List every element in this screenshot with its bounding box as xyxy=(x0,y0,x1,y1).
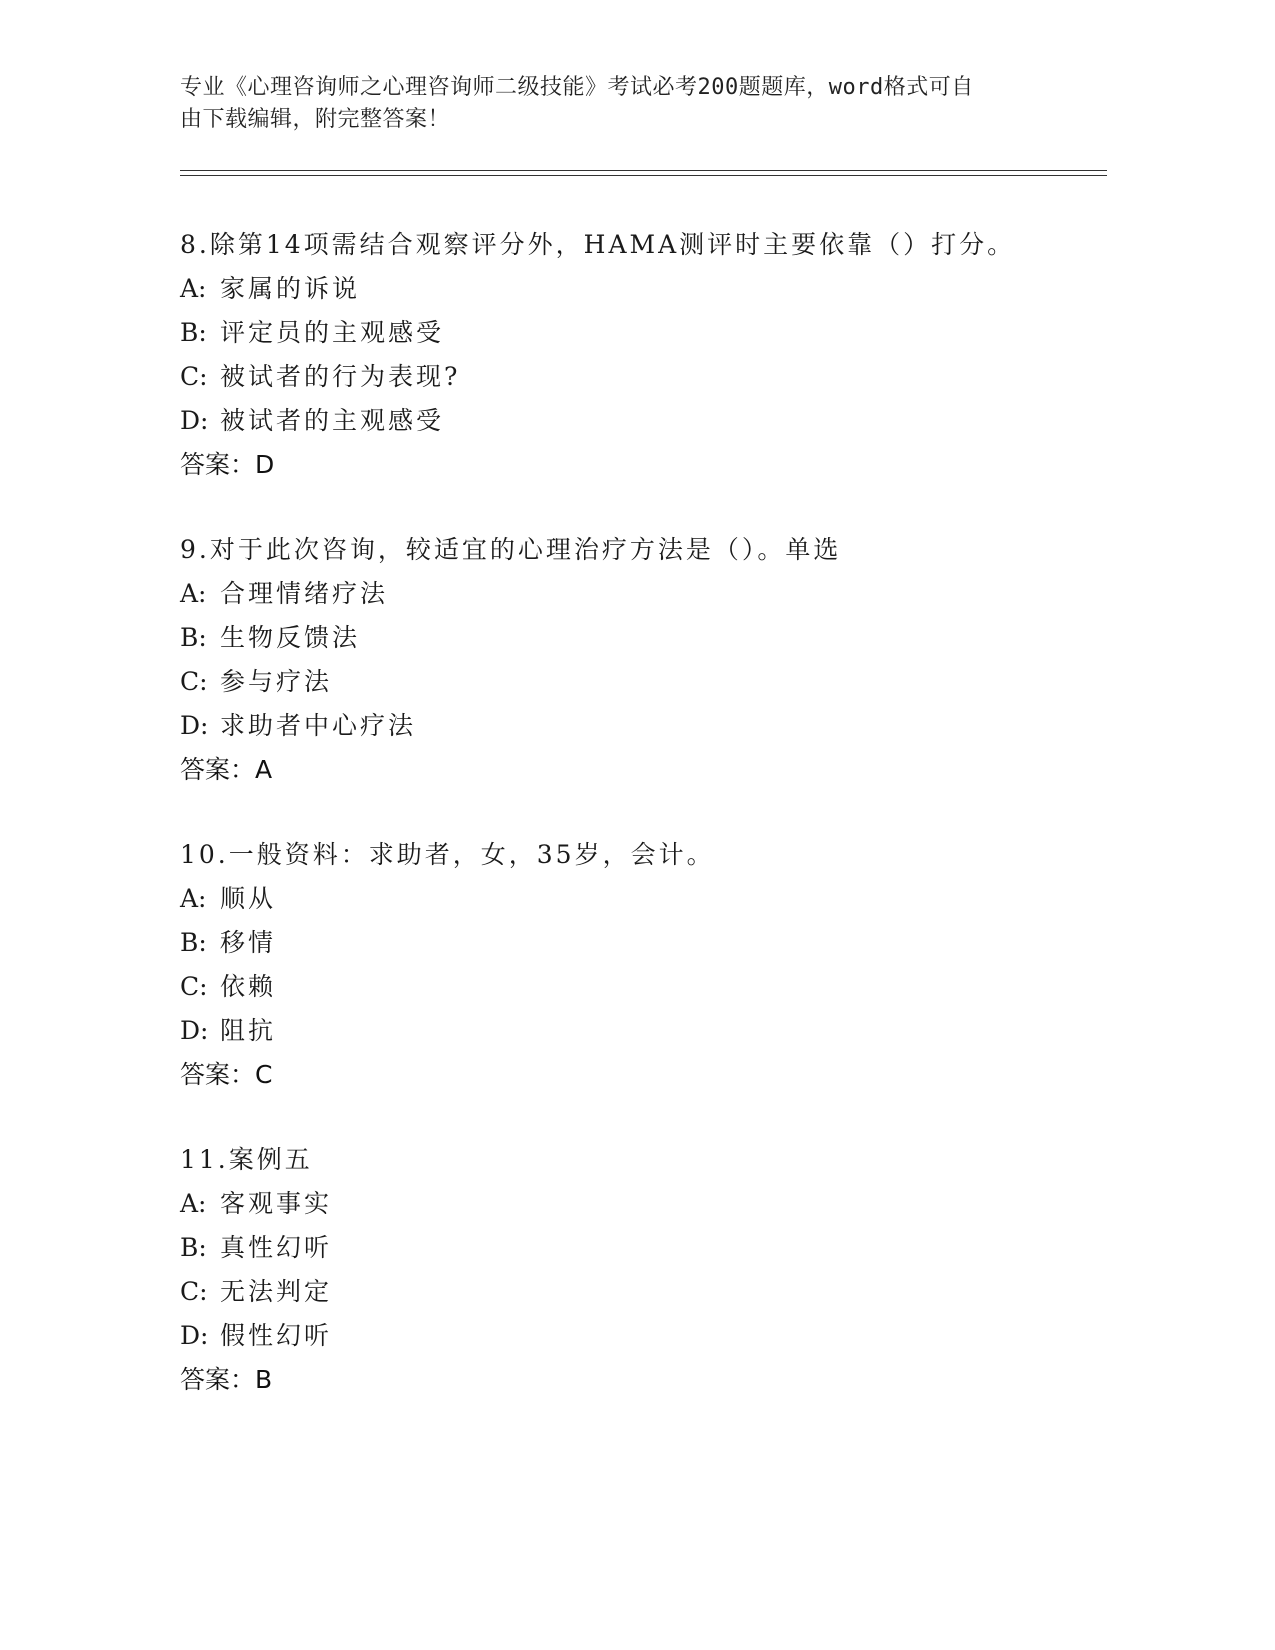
option-c xyxy=(180,355,1080,399)
option-text: 假性幻听 xyxy=(220,1321,333,1350)
option-c xyxy=(180,965,1080,1009)
option-letter: C: xyxy=(180,362,208,391)
option-letter: D: xyxy=(180,406,209,435)
header-divider-top xyxy=(180,170,1107,171)
option-text: 顺从 xyxy=(220,884,277,913)
option-letter: B: xyxy=(180,1233,207,1262)
option-text: 阻抗 xyxy=(220,1016,277,1045)
option-text: 合理情绪疗法 xyxy=(220,579,389,608)
option-b xyxy=(180,1226,1080,1270)
option-text: 客观事实 xyxy=(220,1189,333,1218)
option-c xyxy=(180,1270,1080,1314)
option-letter: C: xyxy=(180,1277,208,1306)
option-text: 参与疗法 xyxy=(220,667,333,696)
option-b xyxy=(180,921,1080,965)
option-text: 被试者的行为表现? xyxy=(220,362,461,391)
answer-line: 答案：A xyxy=(180,755,273,784)
option-a xyxy=(180,572,1080,616)
option-text: 生物反馈法 xyxy=(220,623,361,652)
option-letter: A: xyxy=(180,884,207,913)
header-line-1: 专业《心理咨询师之心理咨询师二级技能》考试必考200题题库，word格式可自 xyxy=(180,75,974,100)
option-b xyxy=(180,616,1080,660)
option-d xyxy=(180,399,1080,443)
option-letter: B: xyxy=(180,318,207,347)
option-d xyxy=(180,1009,1080,1053)
option-a xyxy=(180,267,1080,311)
option-d xyxy=(180,704,1080,748)
question-stem: 8.除第14项需结合观察评分外，HAMA测评时主要依靠（）打分。 xyxy=(180,230,1016,259)
answer-line: 答案：B xyxy=(180,1365,273,1394)
header-line-2: 由下载编辑，附完整答案！ xyxy=(180,107,451,132)
question-11 xyxy=(180,1138,1080,1402)
option-letter: D: xyxy=(180,1016,209,1045)
answer-line: 答案：C xyxy=(180,1060,273,1089)
question-stem: 11.案例五 xyxy=(180,1145,313,1174)
option-letter: D: xyxy=(180,1321,209,1350)
option-letter: A: xyxy=(180,579,207,608)
question-10 xyxy=(180,833,1080,1097)
option-a xyxy=(180,1182,1080,1226)
option-a xyxy=(180,877,1080,921)
question-stem: 9.对于此次咨询，较适宜的心理治疗方法是（）。单选 xyxy=(180,535,842,564)
header-divider-bottom xyxy=(180,175,1107,176)
option-text: 评定员的主观感受 xyxy=(220,318,445,347)
document-header xyxy=(180,72,1040,136)
option-text: 无法判定 xyxy=(220,1277,333,1306)
option-text: 依赖 xyxy=(220,972,277,1001)
option-b xyxy=(180,311,1080,355)
option-letter: C: xyxy=(180,667,208,696)
option-letter: B: xyxy=(180,928,207,957)
question-stem: 10.一般资料：求助者，女，35岁，会计。 xyxy=(180,840,715,869)
option-c xyxy=(180,660,1080,704)
question-9 xyxy=(180,528,1080,792)
option-text: 家属的诉说 xyxy=(220,274,361,303)
question-8 xyxy=(180,223,1080,487)
option-d xyxy=(180,1314,1080,1358)
option-letter: C: xyxy=(180,972,208,1001)
option-text: 移情 xyxy=(220,928,277,957)
answer-line: 答案：D xyxy=(180,450,275,479)
option-letter: D: xyxy=(180,711,209,740)
option-letter: B: xyxy=(180,623,207,652)
option-text: 被试者的主观感受 xyxy=(220,406,445,435)
option-text: 真性幻听 xyxy=(220,1233,333,1262)
option-text: 求助者中心疗法 xyxy=(220,711,417,740)
option-letter: A: xyxy=(180,1189,207,1218)
option-letter: A: xyxy=(180,274,207,303)
